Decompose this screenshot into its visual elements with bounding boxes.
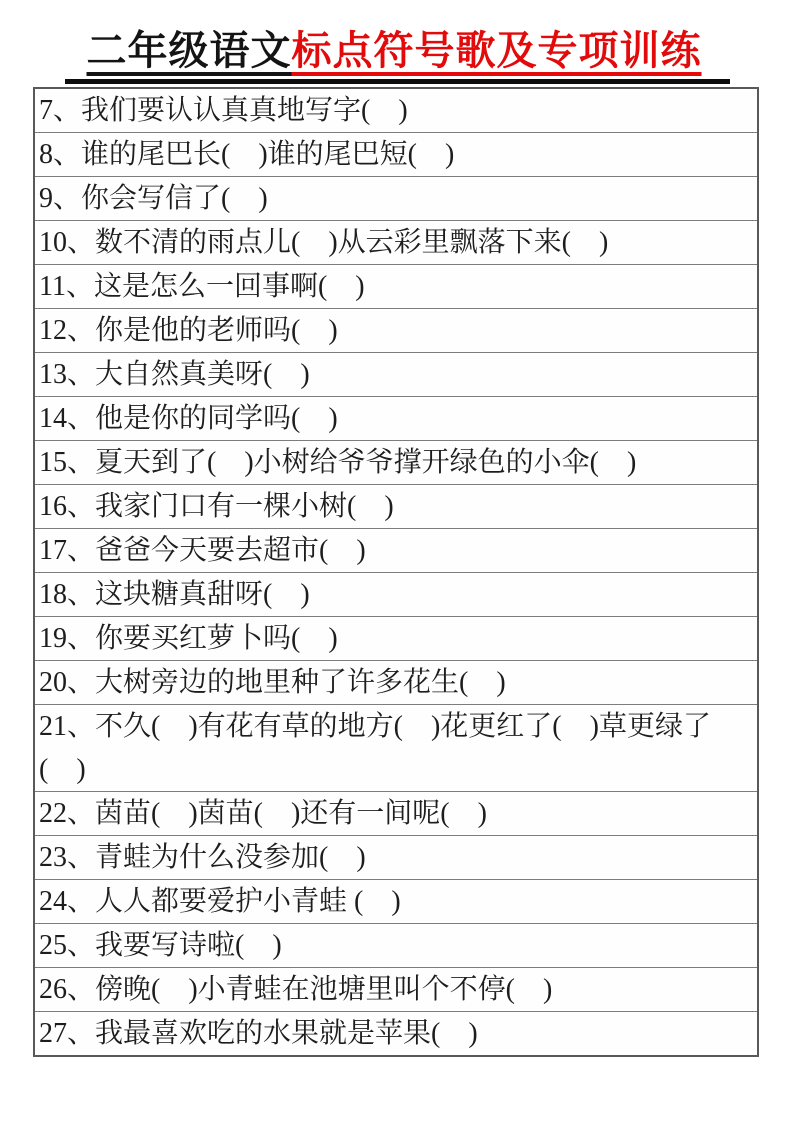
exercise-row <box>35 265 757 309</box>
exercise-row <box>35 529 757 573</box>
exercise-text: 26、傍晚( )小青蛙在池塘里叫个不停( ) <box>39 974 553 1005</box>
page-title <box>0 0 794 84</box>
exercise-row <box>35 661 757 705</box>
exercise-text: 20、大树旁边的地里种了许多花生( ) <box>39 667 506 698</box>
exercise-text: 18、这块糖真甜呀( ) <box>39 579 310 610</box>
exercise-table <box>33 87 759 1057</box>
exercise-row <box>35 617 757 661</box>
exercise-row <box>35 397 757 441</box>
exercise-text: 21、不久( )有花有草的地方( )花更红了( )草更绿了( ) <box>39 711 711 785</box>
exercise-row <box>35 309 757 353</box>
exercise-text: 24、人人都要爱护小青蛙 ( ) <box>39 886 401 917</box>
exercise-row <box>35 89 757 133</box>
exercise-row <box>35 133 757 177</box>
exercise-text: 15、夏天到了( )小树给爷爷撑开绿色的小伞( ) <box>39 447 637 478</box>
exercise-row <box>35 1012 757 1055</box>
exercise-text: 19、你要买红萝卜吗( ) <box>39 623 338 654</box>
exercise-row <box>35 485 757 529</box>
exercise-row <box>35 573 757 617</box>
exercise-text: 27、我最喜欢吃的水果就是苹果( ) <box>39 1018 478 1049</box>
exercise-text: 25、我要写诗啦( ) <box>39 930 282 961</box>
exercise-text: 13、大自然真美呀( ) <box>39 359 310 390</box>
title-grade-subject: 二年级语文 <box>86 28 292 73</box>
exercise-row <box>35 792 757 836</box>
exercise-row <box>35 836 757 880</box>
exercise-row <box>35 968 757 1012</box>
exercise-text: 23、青蛙为什么没参加( ) <box>39 842 366 873</box>
exercise-row <box>35 221 757 265</box>
exercise-row <box>35 353 757 397</box>
exercise-text: 8、谁的尾巴长( )谁的尾巴短( ) <box>39 139 455 170</box>
exercise-row <box>35 880 757 924</box>
exercise-text: 10、数不清的雨点儿( )从云彩里飘落下来( ) <box>39 227 609 258</box>
title-underline-rule <box>65 28 730 84</box>
exercise-row <box>35 924 757 968</box>
exercise-text: 7、我们要认认真真地写字( ) <box>39 95 408 126</box>
exercise-text: 14、他是你的同学吗( ) <box>39 403 338 434</box>
exercise-row <box>35 441 757 485</box>
exercise-row <box>35 177 757 221</box>
exercise-text: 17、爸爸今天要去超市( ) <box>39 535 366 566</box>
exercise-text: 9、你会写信了( ) <box>39 183 268 214</box>
exercise-row <box>35 705 757 792</box>
exercise-text: 12、你是他的老师吗( ) <box>39 315 338 346</box>
exercise-text: 16、我家门口有一棵小树( ) <box>39 491 394 522</box>
title-topic: 标点符号歌及专项训练 <box>291 28 702 73</box>
exercise-text: 11、这是怎么一回事啊( ) <box>39 271 365 302</box>
exercise-text: 22、茵苗( )茵苗( )还有一间呢( ) <box>39 798 487 829</box>
